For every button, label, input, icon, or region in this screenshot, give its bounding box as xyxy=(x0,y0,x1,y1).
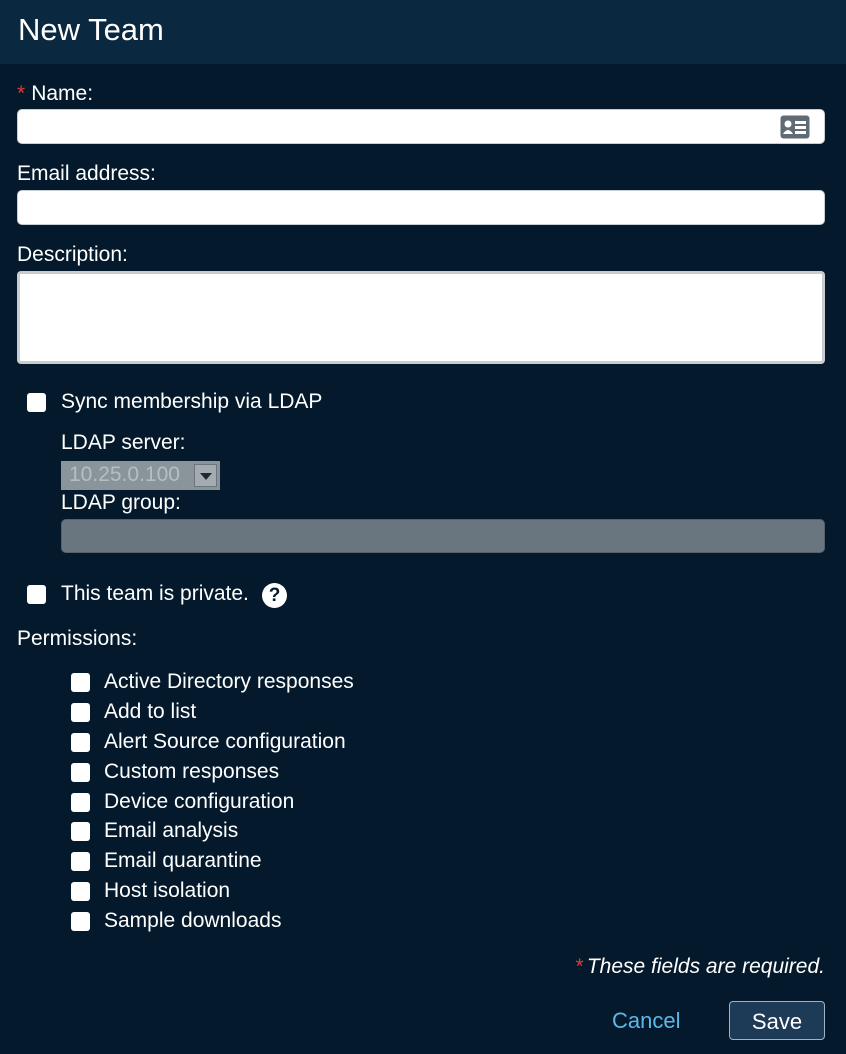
permission-label: Active Directory responses xyxy=(104,670,354,693)
ldap-group-input[interactable] xyxy=(61,519,825,553)
name-input[interactable] xyxy=(17,109,825,144)
permission-checkbox[interactable] xyxy=(71,882,90,901)
permission-label: Device configuration xyxy=(104,790,295,813)
permission-checkbox[interactable] xyxy=(71,852,90,871)
permission-checkbox[interactable] xyxy=(71,733,90,752)
required-note: * These fields are required. xyxy=(574,955,825,978)
ldap-server-select[interactable] xyxy=(61,461,220,490)
permission-checkbox[interactable] xyxy=(71,822,90,841)
permission-label: Email quarantine xyxy=(104,849,262,872)
permission-checkbox[interactable] xyxy=(71,673,90,692)
permissions-label: Permissions: xyxy=(17,627,138,650)
sync-ldap-label: Sync membership via LDAP xyxy=(61,390,323,413)
save-button[interactable]: Save xyxy=(729,1001,825,1040)
email-label: Email address: xyxy=(17,162,156,185)
permission-label: Custom responses xyxy=(104,760,280,783)
required-star: * xyxy=(17,82,26,105)
name-label: * Name: xyxy=(17,82,94,105)
permission-checkbox[interactable] xyxy=(71,912,90,931)
email-input[interactable] xyxy=(17,190,825,225)
ldap-server-label: LDAP server: xyxy=(61,431,186,454)
contact-card-icon[interactable] xyxy=(780,115,810,139)
permission-label: Alert Source configuration xyxy=(104,730,346,753)
caret-down-icon[interactable] xyxy=(194,464,217,487)
permission-checkbox[interactable] xyxy=(71,793,90,812)
ldap-server-value: 10.25.0.100 xyxy=(69,463,180,486)
dialog-header xyxy=(0,0,846,64)
dialog-title: New Team xyxy=(18,12,164,47)
permission-label: Sample downloads xyxy=(104,909,282,932)
ldap-group-label: LDAP group: xyxy=(61,491,181,514)
private-label: This team is private. xyxy=(61,582,249,605)
permission-checkbox[interactable] xyxy=(71,703,90,722)
description-label: Description: xyxy=(17,243,128,266)
permission-label: Email analysis xyxy=(104,819,239,842)
permission-checkbox[interactable] xyxy=(71,763,90,782)
permission-label: Host isolation xyxy=(104,879,231,902)
description-textarea[interactable] xyxy=(17,271,825,364)
permission-label: Add to list xyxy=(104,700,197,723)
private-checkbox[interactable] xyxy=(27,585,46,604)
required-note-star: * xyxy=(574,955,583,978)
question-circle-icon[interactable]: ? xyxy=(262,583,287,608)
sync-ldap-checkbox[interactable] xyxy=(27,393,46,412)
cancel-button[interactable]: Cancel xyxy=(612,1008,681,1033)
